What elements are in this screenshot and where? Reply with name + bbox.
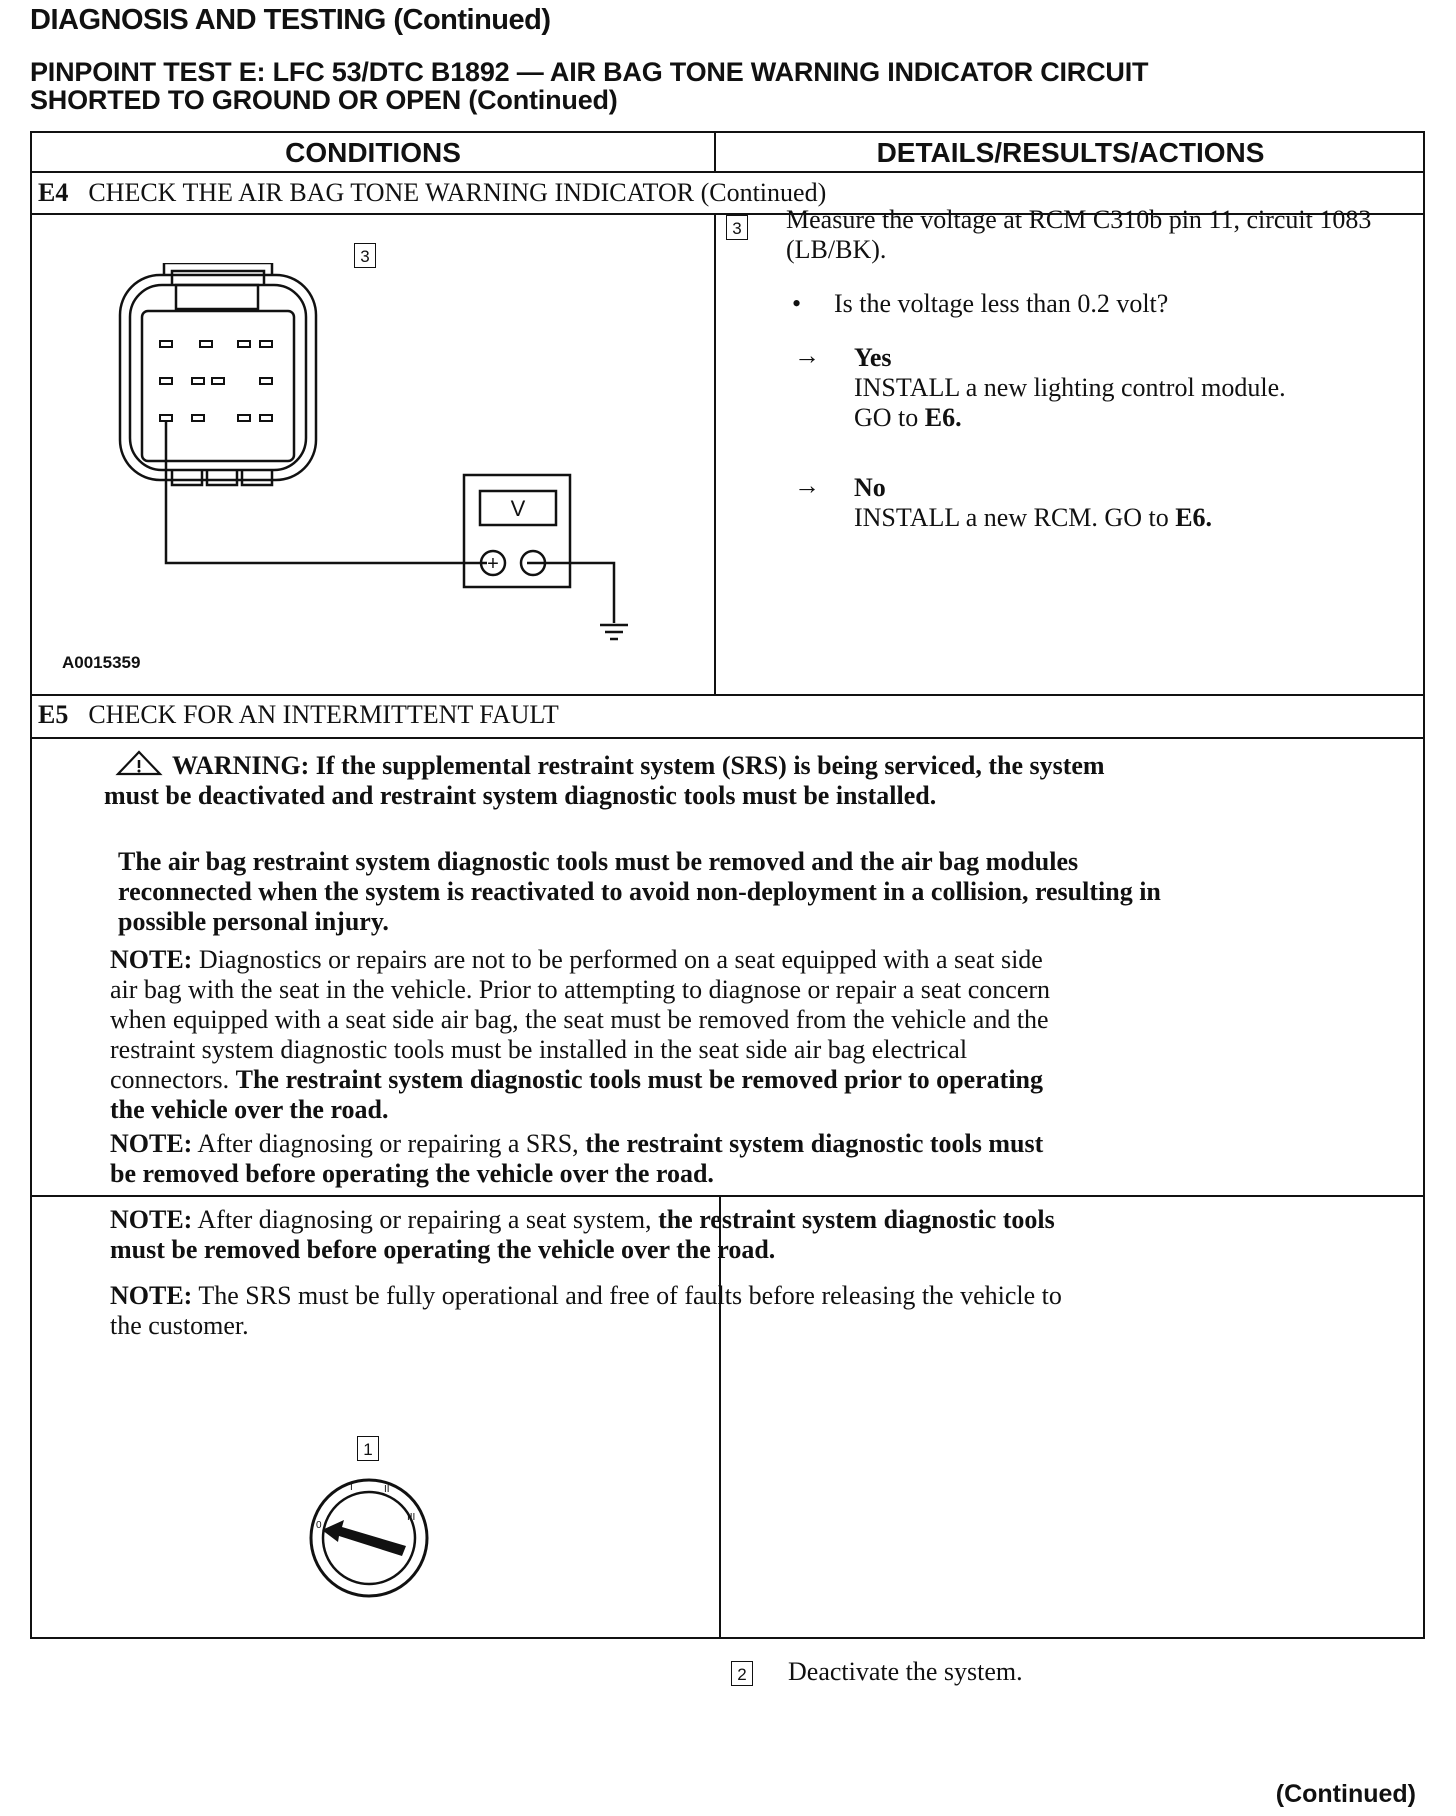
warning-triangle-icon (114, 749, 164, 777)
note-after-seat-repair: NOTE: After diagnosing or repairing a seat system, the restraint system diagnostic tools must be removed before operating the vehicle over the road. (110, 1205, 1055, 1264)
voltmeter-connector-diagram (112, 263, 632, 653)
figure-id: A0015359 (62, 653, 141, 672)
svg-text:II: II (384, 1484, 390, 1495)
column-header-details: DETAILS/RESULTS/ACTIONS (876, 137, 1265, 168)
test-title-line-2: SHORTED TO GROUND OR OPEN (Continued) (30, 85, 618, 115)
step-e4-header (38, 173, 826, 213)
e4-question: Is the voltage less than 0.2 volt? (834, 289, 1169, 318)
note-srs-operational: NOTE: The SRS must be fully operational and free of faults before releasing the vehicle to the customer. (110, 1281, 1062, 1340)
ignition-switch-off-diagram (294, 1468, 444, 1608)
divider (32, 737, 1423, 739)
step-e5-header (38, 695, 559, 735)
step-e4-id: E4 (38, 178, 69, 207)
meter-display-label: V (510, 496, 526, 521)
diagnostic-table (30, 131, 1425, 1686)
pinpoint-test-title (30, 58, 1410, 114)
figure-callout-1: 1 (357, 1436, 379, 1461)
key-arrow-icon (322, 1520, 406, 1556)
step-2-deactivate-text: Deactivate the system. (788, 1657, 1023, 1686)
svg-text:III: III (407, 1512, 416, 1523)
srs-warning-reactivation: The air bag restraint system diagnostic tools must be removed and the air bag modules reconnected when the system is reactivated to avoid non-deployment in a collision, resulting in possible personal injury. (118, 847, 1161, 936)
arrow-right-icon: → (794, 341, 820, 370)
arrow-right-icon: → (794, 471, 820, 500)
svg-text:0: 0 (316, 1520, 322, 1531)
step-callout-3: 3 (726, 215, 748, 240)
bullet-icon: • (792, 289, 802, 318)
note-after-srs-repair: NOTE: After diagnosing or repairing a SRS, the restraint system diagnostic tools must be removed before operating the vehicle over the road. (110, 1129, 1044, 1188)
note-seat-side-airbag: NOTE: Diagnostics or repairs are not to be performed on a seat equipped with a seat side air bag with the seat in the vehicle. Prior to attempting to diagnose or repair a seat concern when equipped with a seat side air bag, the seat must be removed from the vehicle and the restraint system diagnostic tools must be installed in the seat side air bag electrical connectors. The restraint system diagnostic tools must be removed prior to operating the vehicle over the road. (110, 945, 1051, 1124)
srs-warning: WARNING: If the supplemental restraint system (SRS) is being serviced, the system must be deactivated and restraint system diagnostic tools must be installed. (104, 751, 1105, 810)
figure-callout-3: 3 (354, 243, 376, 268)
meter-plus-terminal: + (487, 553, 499, 575)
column-header-conditions: CONDITIONS (285, 137, 461, 168)
voltmeter (464, 475, 570, 587)
test-title-line-1: PINPOINT TEST E: LFC 53/DTC B1892 — AIR BAG TONE WARNING INDICATOR CIRCUIT (30, 57, 1149, 87)
meter-minus-terminal: - (529, 549, 537, 574)
step-e4-title: CHECK THE AIR BAG TONE WARNING INDICATOR (Continued) (88, 178, 827, 207)
e4-instruction: Measure the voltage at RCM C310b pin 11, circuit 1083 (LB/BK). (786, 205, 1372, 264)
e4-yes-result: Yes INSTALL a new lighting control module. GO to E6. (854, 343, 1286, 432)
step-e5-id: E5 (38, 700, 69, 729)
divider (714, 213, 716, 694)
page-title: DIAGNOSIS AND TESTING (Continued) (30, 4, 551, 36)
step-callout-2: 2 (731, 1661, 753, 1686)
step-e5-title: CHECK FOR AN INTERMITTENT FAULT (88, 700, 559, 729)
e4-no-result: No INSTALL a new RCM. GO to E6. (854, 473, 1213, 532)
svg-text:I: I (350, 1482, 353, 1493)
divider (32, 1195, 1423, 1197)
footer-continued: (Continued) (1275, 1780, 1416, 1808)
